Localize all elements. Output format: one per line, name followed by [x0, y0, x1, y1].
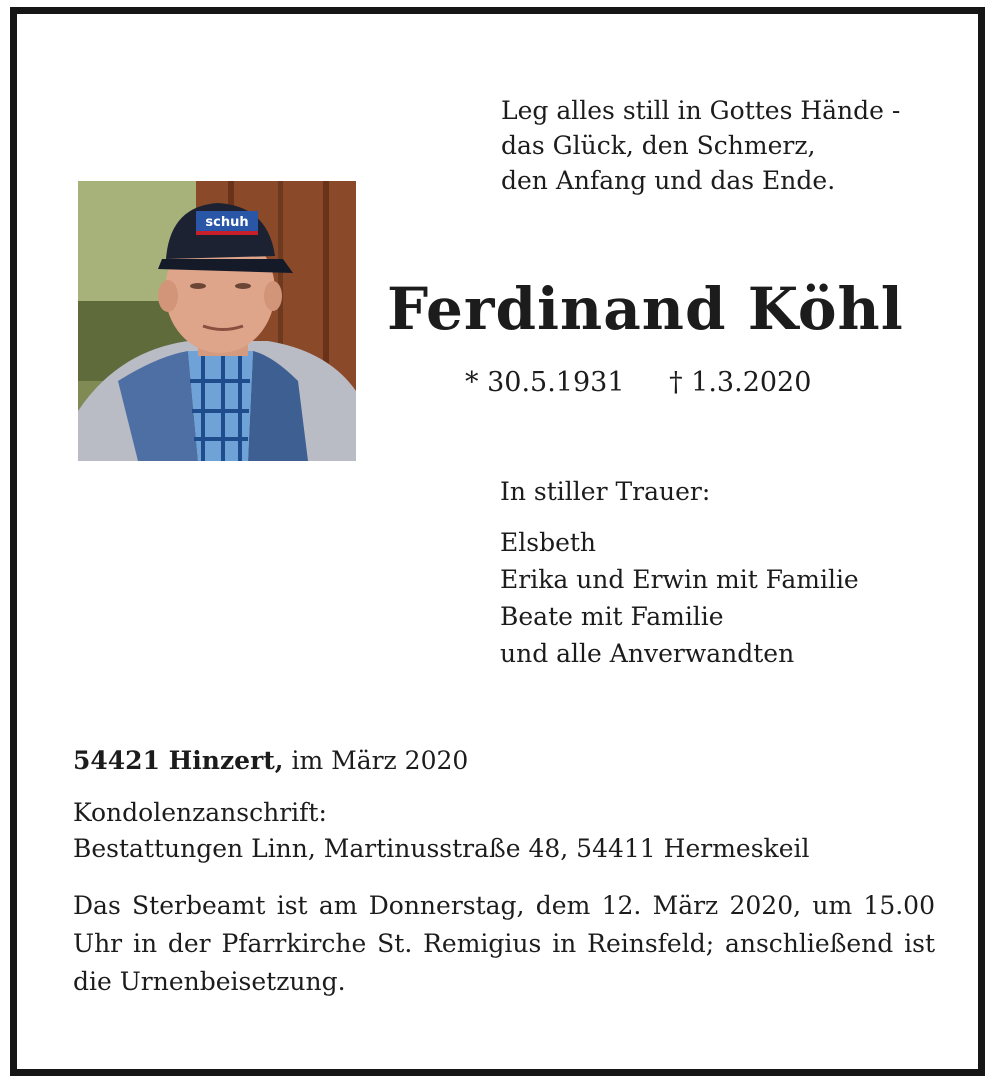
poem-verse [501, 93, 900, 198]
portrait-photo [78, 181, 356, 461]
mourner-line: Elsbeth [500, 528, 597, 557]
poem-line: den Anfang und das Ende. [501, 166, 836, 195]
obituary-frame [10, 7, 985, 1076]
deceased-name: Ferdinand Köhl [387, 275, 904, 343]
life-dates [465, 364, 811, 402]
cap-logo-text: schuh [205, 215, 249, 230]
mourner-line: und alle Anverwandten [500, 639, 795, 668]
mourner-line: Beate mit Familie [500, 602, 724, 631]
poem-line: das Glück, den Schmerz, [501, 131, 816, 160]
mourners-list [500, 524, 859, 672]
poem-line: Leg alles still in Gottes Hände - [501, 96, 901, 125]
birth-date: * 30.5.1931 [465, 367, 625, 398]
condolence-label: Kondolenzanschrift: [73, 798, 327, 827]
service-notice: Das Sterbeamt ist am Donnerstag, dem 12. März 2020, um 15.00 Uhr in der Pfarrkirche St. Remigius in Reinsfeld; anschließend ist die Urnenbeisetzung. [73, 891, 935, 996]
death-date: † 1.3.2020 [669, 367, 812, 398]
month-year: im März 2020 [291, 746, 469, 775]
mourning-heading: In stiller Trauer: [500, 477, 711, 506]
mourner-line: Erika und Erwin mit Familie [500, 565, 859, 594]
place-name: 54421 Hinzert, [73, 746, 284, 775]
condolence-block [73, 795, 809, 867]
place-date-line [73, 743, 468, 779]
condolence-address: Bestattungen Linn, Martinusstraße 48, 54411 Hermeskeil [73, 834, 810, 863]
